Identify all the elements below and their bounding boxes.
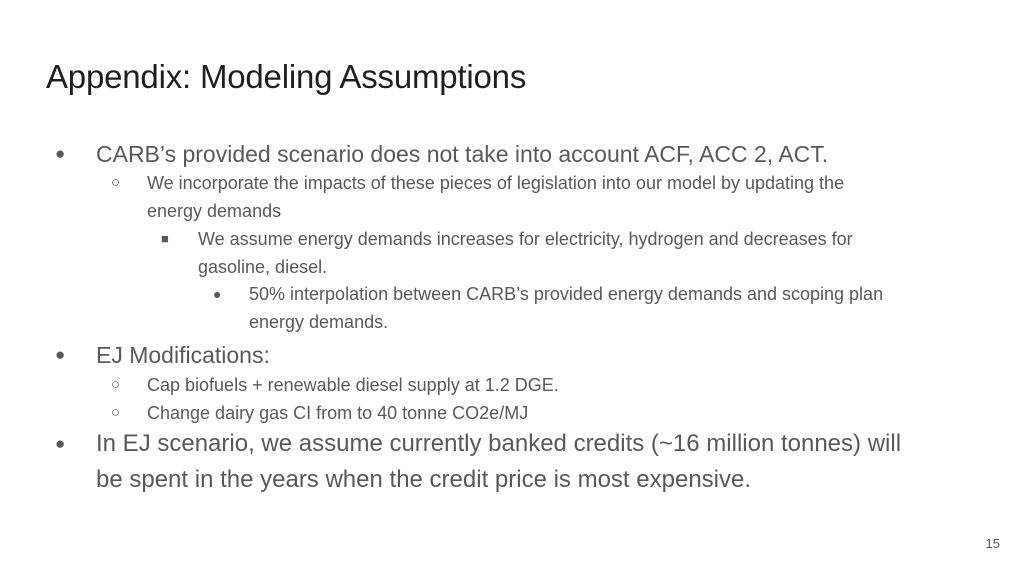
bullet-marker: ● <box>55 345 66 364</box>
bullet-marker: ● <box>55 144 66 163</box>
bullet-text-continued: be spent in the years when the credit price is most expensive. <box>96 466 752 493</box>
bullet-text: In EJ scenario, we assume currently banked credits (~16 million tonnes) will <box>96 430 902 457</box>
level3-bullet-marker: ● <box>213 286 222 302</box>
bullet-text: CARB’s provided scenario does not take into account ACF, ACC 2, ACT. <box>96 141 829 167</box>
sub-sub-bullet-text-continued: gasoline, diesel. <box>198 257 328 277</box>
sub-bullet-text-continued: energy demands <box>147 201 282 221</box>
level3-bullet-text: 50% interpolation between CARB’s provided energy demands and scoping plan <box>249 284 884 304</box>
slide-title: Appendix: Modeling Assumptions <box>46 58 527 95</box>
bullet-text: EJ Modifications: <box>96 342 270 368</box>
page-number: 15 <box>985 536 1000 551</box>
bullet-marker: ● <box>55 434 66 453</box>
sub-sub-bullet-text: We assume energy demands increases for electricity, hydrogen and decreases for <box>198 229 853 249</box>
sub-bullet-text: We incorporate the impacts of these pieces of legislation into our model by updating the <box>147 173 845 193</box>
sub-sub-bullet-marker: ■ <box>161 231 169 246</box>
sub-bullet-text: Cap biofuels + renewable diesel supply at 1.2 DGE. <box>147 375 559 395</box>
sub-bullet-marker: ○ <box>111 376 121 393</box>
sub-bullet-marker: ○ <box>111 404 121 421</box>
sub-bullet-text: Change dairy gas CI from to 40 tonne CO2e/MJ <box>147 403 529 423</box>
level3-bullet-text-continued: energy demands. <box>249 312 389 332</box>
sub-bullet-marker: ○ <box>111 174 121 191</box>
